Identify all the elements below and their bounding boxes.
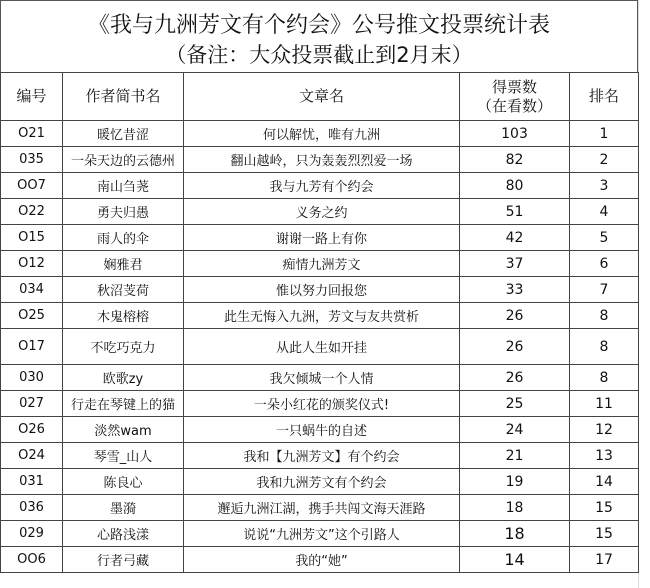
cell-rank: 8 [570,329,639,365]
cell-votes: 42 [460,225,570,251]
cell-id: O15 [1,225,63,251]
header-author: 作者简书名 [63,73,184,121]
cell-author: 暖忆昔涩 [63,121,184,147]
cell-id: O21 [1,121,63,147]
cell-votes: 103 [460,121,570,147]
cell-votes: 18 [460,521,570,547]
cell-author: 陈良心 [63,469,184,495]
table-row [1,495,639,521]
cell-article: 我的“她” [184,547,460,573]
cell-rank: 4 [570,199,639,225]
header-article: 文章名 [184,73,460,121]
cell-id: 034 [1,277,63,303]
table-row [1,251,639,277]
cell-votes: 33 [460,277,570,303]
cell-article: 惟以努力回报您 [184,277,460,303]
cell-id: OO7 [1,173,63,199]
header-votes-line1: 得票数 [491,77,537,96]
cell-author: 行者弓藏 [63,547,184,573]
table-row [1,121,639,147]
cell-id: O12 [1,251,63,277]
header-rank: 排名 [570,73,639,121]
cell-article: 说说“九洲芳文”这个引路人 [184,521,460,547]
cell-rank: 1 [570,121,639,147]
cell-votes: 21 [460,443,570,469]
cell-author: 行走在琴键上的猫 [63,391,184,417]
table-row [1,391,639,417]
cell-article: 从此人生如开挂 [184,329,460,365]
cell-id: O24 [1,443,63,469]
header-row [1,73,639,121]
cell-author: 勇夫归愚 [63,199,184,225]
cell-article: 此生无悔入九洲，芳文与友共赏析 [184,303,460,329]
cell-rank: 12 [570,417,639,443]
cell-rank: 7 [570,277,639,303]
cell-id: O17 [1,329,63,365]
cell-votes: 26 [460,329,570,365]
cell-article: 我与九芳有个约会 [184,173,460,199]
table-row [1,547,639,573]
table-row [1,365,639,391]
cell-id: 031 [1,469,63,495]
header-id: 编号 [1,73,63,121]
cell-id: 027 [1,391,63,417]
cell-author: 琴雪_山人 [63,443,184,469]
cell-article: 一朵小红花的颁奖仪式! [184,391,460,417]
table-row [1,173,639,199]
cell-article: 何以解忧，唯有九洲 [184,121,460,147]
table-row [1,225,639,251]
cell-votes: 51 [460,199,570,225]
cell-votes: 18 [460,495,570,521]
cell-author: 秋沼芰荷 [63,277,184,303]
right-gutter [638,0,650,588]
cell-article: 义务之约 [184,199,460,225]
cell-rank: 15 [570,521,639,547]
table-row [1,277,639,303]
cell-votes: 82 [460,147,570,173]
cell-rank: 17 [570,547,639,573]
table-row [1,147,639,173]
cell-id: O22 [1,199,63,225]
cell-rank: 15 [570,495,639,521]
cell-id: 030 [1,365,63,391]
cell-votes: 80 [460,173,570,199]
cell-votes: 19 [460,469,570,495]
cell-author: 欧歌zy [63,365,184,391]
cell-author: 木鬼榕榕 [63,303,184,329]
cell-author: 淡然wam [63,417,184,443]
cell-votes: 24 [460,417,570,443]
cell-author: 墨漪 [63,495,184,521]
cell-author: 心路浅漾 [63,521,184,547]
cell-id: O25 [1,303,63,329]
cell-rank: 6 [570,251,639,277]
cell-author: 雨人的伞 [63,225,184,251]
cell-article: 一只蜗牛的自述 [184,417,460,443]
table-row [1,417,639,443]
cell-rank: 14 [570,469,639,495]
cell-article: 我欠倾城一个人情 [184,365,460,391]
header-votes [460,73,570,121]
cell-votes: 26 [460,365,570,391]
cell-article: 我和【九洲芳文】有个约会 [184,443,460,469]
header-votes-line2: （在看数） [476,96,552,115]
cell-rank: 8 [570,365,639,391]
table-row [1,469,639,495]
cell-rank: 3 [570,173,639,199]
title-block [0,0,638,72]
cell-article: 谢谢一路上有你 [184,225,460,251]
cell-article: 我和九洲芳文有个约会 [184,469,460,495]
cell-votes: 25 [460,391,570,417]
cell-votes: 14 [460,547,570,573]
cell-id: O26 [1,417,63,443]
cell-author: 娴雅君 [63,251,184,277]
cell-id: 035 [1,147,63,173]
page-subtitle: （备注：大众投票截止到2月末） [165,43,473,67]
cell-article: 翻山越岭，只为轰轰烈烈爱一场 [184,147,460,173]
cell-votes: 26 [460,303,570,329]
cell-author: 南山刍荛 [63,173,184,199]
cell-votes: 37 [460,251,570,277]
cell-rank: 11 [570,391,639,417]
table-row [1,199,639,225]
cell-rank: 5 [570,225,639,251]
cell-id: OO6 [1,547,63,573]
table-row [1,329,639,365]
page-title: 《我与九洲芳文有个约会》公号推文投票统计表 [87,13,550,38]
cell-author: 一朵天边的云德州 [63,147,184,173]
table-row [1,443,639,469]
cell-rank: 8 [570,303,639,329]
table-row [1,303,639,329]
cell-id: 036 [1,495,63,521]
cell-rank: 2 [570,147,639,173]
vote-table [0,72,639,573]
cell-rank: 13 [570,443,639,469]
cell-article: 痴情九洲芳文 [184,251,460,277]
cell-article: 邂逅九洲江湖，携手共闯文海天涯路 [184,495,460,521]
cell-id: 029 [1,521,63,547]
table-row [1,521,639,547]
cell-author: 不吃巧克力 [63,329,184,365]
